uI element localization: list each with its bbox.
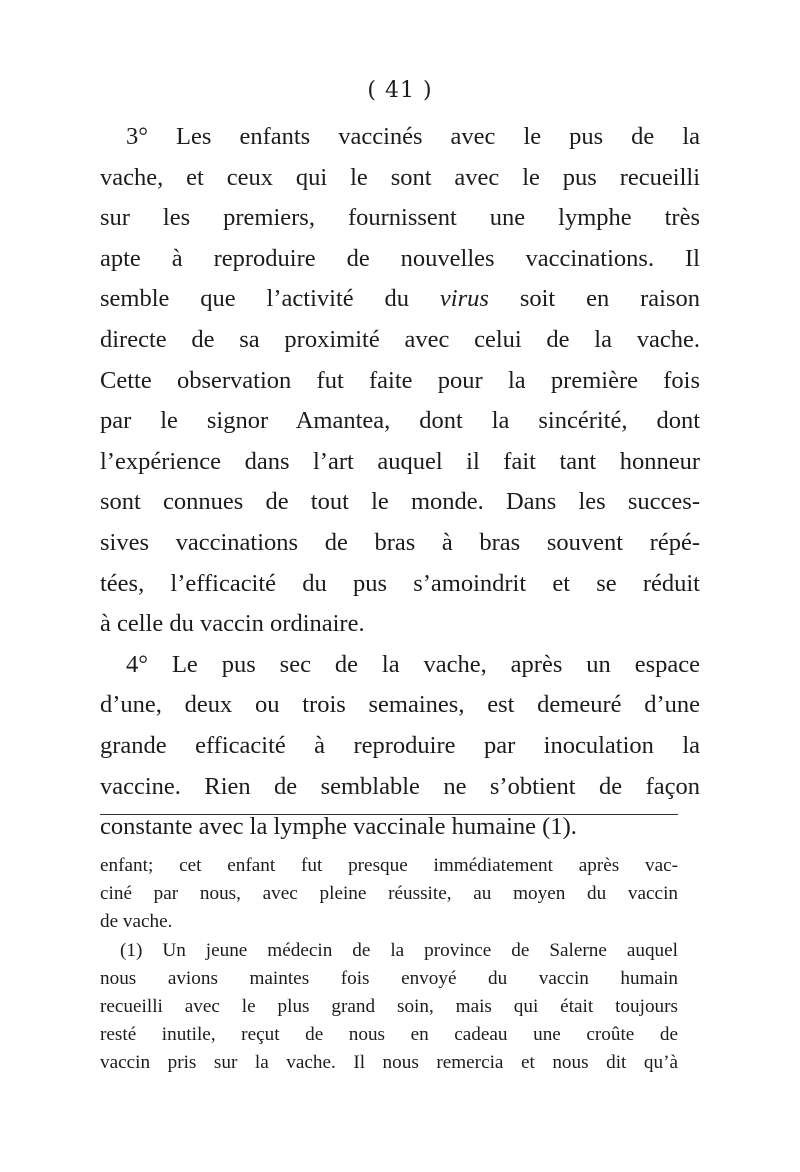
text-line: vache, et ceux qui le sont avec le pus recueilli xyxy=(100,163,700,191)
text-line: 3° Les enfants vaccinés avec le pus de la xyxy=(126,123,700,150)
footnote-line: de vache. xyxy=(100,911,173,933)
text-line: vaccine. Rien de semblable ne s’obtient de façon xyxy=(100,772,700,800)
text-line: sont connues de tout le monde. Dans les succes- xyxy=(100,488,700,516)
footnotes xyxy=(100,852,678,1078)
footnote-line: ciné par nous, avec pleine réussite, au moyen du vaccin xyxy=(100,883,678,905)
text-line: sives vaccinations de bras à bras souvent répé- xyxy=(100,528,700,556)
footnote-line: recueilli avec le plus grand soin, mais qui était toujours xyxy=(100,995,678,1017)
footnote-line: enfant; cet enfant fut presque immédiatement après vac- xyxy=(100,855,678,876)
footnote-line: (1) Un jeune médecin de la province de Salerne auquel xyxy=(120,939,678,961)
text-line: apte à reproduire de nouvelles vaccinations. Il xyxy=(100,244,700,272)
text-line: par le signor Amantea, dont la sincérité, dont xyxy=(100,407,700,435)
text-line: l’expérience dans l’art auquel il fait tant honneur xyxy=(100,447,700,475)
text-line: constante avec la lymphe vaccinale humaine (1). xyxy=(100,813,577,841)
text-line: d’une, deux ou trois semaines, est demeuré d’une xyxy=(100,691,700,719)
italic-word: virus xyxy=(439,285,489,313)
text-line: 4° Le pus sec de la vache, après un espace xyxy=(126,650,700,678)
page-number: ( 41 ) xyxy=(367,78,433,103)
footnote-line-italic-humain: nous avions maintes fois envoyé du vaccin humain xyxy=(100,967,678,989)
text-line: à celle du vaccin ordinaire. xyxy=(100,610,365,638)
footnote-separator xyxy=(100,814,678,815)
footnote-line: resté inutile, reçut de nous en cadeau une croûte de xyxy=(100,1024,678,1046)
text-line: Cette observation fut faite pour la première fois xyxy=(100,366,700,394)
footnote-line: vaccin pris sur la vache. Il nous remercia et nous dit qu’à xyxy=(100,1052,678,1074)
text-line-italic-virus: semble que l’activité du virus soit en raison xyxy=(100,285,700,313)
text-line: sur les premiers, fournissent une lymphe très xyxy=(100,204,700,232)
main-text xyxy=(100,117,700,848)
text-line: tées, l’efficacité du pus s’amoindrit et se réduit xyxy=(100,569,700,597)
text-line: directe de sa proximité avec celui de la vache. xyxy=(100,325,700,353)
text-line: grande efficacité à reproduire par inoculation la xyxy=(100,731,700,759)
